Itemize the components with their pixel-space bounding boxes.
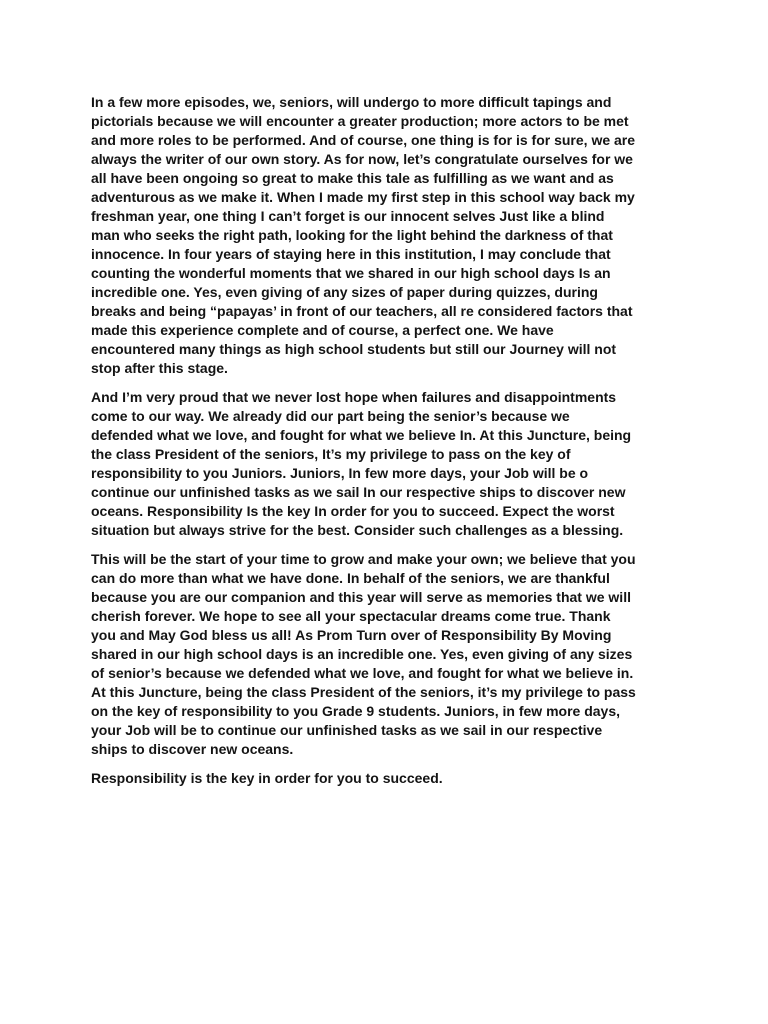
text-line: continue our unfinished tasks as we sail In our respective ships to discover new: [91, 484, 626, 500]
text-line: defended what we love, and fought for what we believe In. At this Juncture, being: [91, 427, 632, 443]
text-line: freshman year, one thing I can’t forget is our innocent selves Just like a blind: [91, 208, 605, 224]
text-line: In a few more episodes, we, seniors, will undergo to more difficult tapings and: [91, 94, 612, 110]
paragraph: [91, 769, 691, 788]
text-line: stop after this stage.: [91, 360, 228, 376]
text-line: situation but always strive for the best. Consider such challenges as a blessing.: [91, 522, 624, 538]
document-body: [91, 93, 691, 798]
text-line: This will be the start of your time to grow and make your own; we believe that you: [91, 551, 636, 567]
text-line: man who seeks the right path, looking for the light behind the darkness of that: [91, 227, 613, 243]
text-line: ships to discover new oceans.: [91, 741, 294, 757]
text-line: and more roles to be performed. And of course, one thing is for is for sure, we are: [91, 132, 636, 148]
text-line: innocence. In four years of staying here in this institution, I may conclude that: [91, 246, 611, 262]
paragraph: [91, 550, 691, 759]
paragraph: [91, 388, 691, 540]
text-line: Responsibility is the key in order for you to succeed.: [91, 770, 443, 786]
text-line: encountered many things as high school students but still our Journey will not: [91, 341, 617, 357]
text-line: pictorials because we will encounter a greater production; more actors to be met: [91, 113, 629, 129]
text-line: made this experience complete and of course, a perfect one. We have: [91, 322, 554, 338]
text-line: incredible one. Yes, even giving of any sizes of paper during quizzes, during: [91, 284, 598, 300]
text-line: shared in our high school days is an incredible one. Yes, even giving of any sizes: [91, 646, 633, 662]
text-line: adventurous as we make it. When I made my first step in this school way back my: [91, 189, 635, 205]
text-line: always the writer of our own story. As for now, let’s congratulate ourselves for we: [91, 151, 633, 167]
text-line: come to our way. We already did our part being the senior’s because we: [91, 408, 570, 424]
text-line: of senior’s because we defended what we love, and fought for what we believe in.: [91, 665, 634, 681]
text-line: the class President of the seniors, It’s my privilege to pass on the key of: [91, 446, 571, 462]
text-line: all have been ongoing so great to make this tale as fulfilling as we want and as: [91, 170, 614, 186]
text-line: responsibility to you Juniors. Juniors, In few more days, your Job will be o: [91, 465, 589, 481]
text-line: oceans. Responsibility Is the key In order for you to succeed. Expect the worst: [91, 503, 615, 519]
text-line: because you are our companion and this year will serve as memories that we will: [91, 589, 631, 605]
text-line: your Job will be to continue our unfinished tasks as we sail in our respective: [91, 722, 603, 738]
text-line: can do more than what we have done. In behalf of the seniors, we are thankful: [91, 570, 610, 586]
paragraph: [91, 93, 691, 378]
text-line: And I’m very proud that we never lost hope when failures and disappointments: [91, 389, 617, 405]
text-line: breaks and being “papayas’ in front of our teachers, all re considered factors that: [91, 303, 633, 319]
text-line: counting the wonderful moments that we shared in our high school days Is an: [91, 265, 611, 281]
text-line: cherish forever. We hope to see all your spectacular dreams come true. Thank: [91, 608, 611, 624]
text-line: on the key of responsibility to you Grade 9 students. Juniors, in few more days,: [91, 703, 620, 719]
text-line: you and May God bless us all! As Prom Turn over of Responsibility By Moving: [91, 627, 612, 643]
text-line: At this Juncture, being the class President of the seniors, it’s my privilege to pass: [91, 684, 636, 700]
